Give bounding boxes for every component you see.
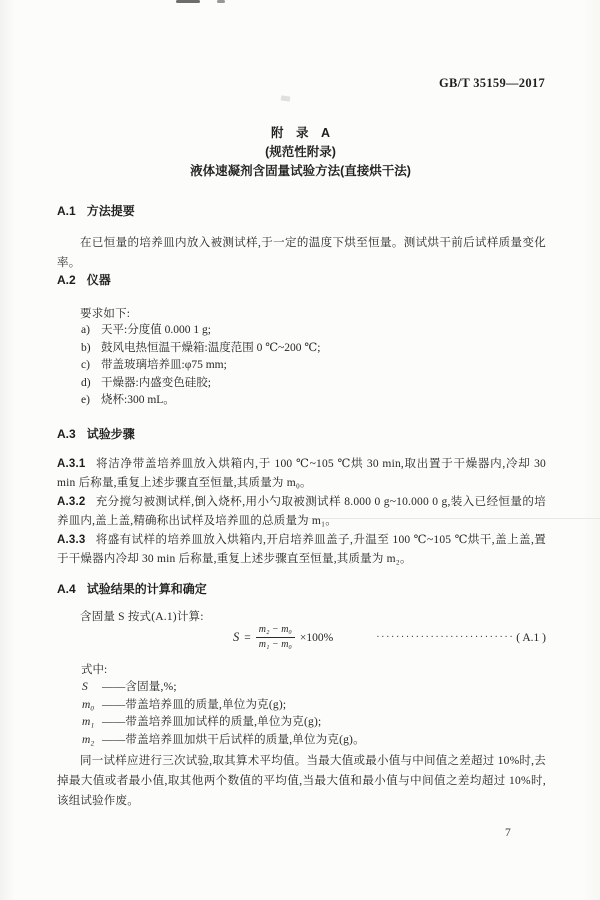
section-a3-number: A.3 (57, 427, 76, 441)
step-a3-1-text: 将洁净带盖培养皿放入烘箱内,于 100 ℃~105 ℃烘 30 min,取出置于干燥器内,冷却 30 min 后称量,重复上述步骤直至恒量,其质量为 m₀。 (57, 458, 546, 489)
section-a3-title: 试验步骤 (86, 427, 135, 441)
step-a3-2-text: 充分搅匀被测试样,倒入烧杯,用小勺取被测试样 8.000 0 g~10.000 0 g,装入已经恒量的培养皿内,盖上盖,精确称出试样及培养皿的总质量为 m₁。 (57, 496, 546, 527)
definition-term: m₀ (82, 698, 95, 711)
step-a3-2 (57, 493, 546, 531)
formula-a1 (57, 624, 546, 651)
section-a2-intro: 要求如下: (80, 308, 131, 320)
formula-intro: 含固量 S 按式(A.1)计算: (80, 611, 204, 623)
page-number: 7 (505, 827, 511, 839)
section-a4-heading (57, 580, 546, 597)
section-a1-title: 方法提要 (86, 204, 135, 218)
procedure-steps (57, 455, 546, 569)
apparatus-item (81, 357, 546, 375)
apparatus-item-label: a) (81, 324, 90, 336)
definition-desc: ——带盖培养皿加烘干后试样的质量,单位为克(g)。 (102, 733, 365, 746)
formula-multiplier: ×100% (299, 631, 334, 644)
step-a3-1 (57, 455, 546, 493)
scan-artifact-faint-mark (281, 95, 291, 101)
section-a1-number: A.1 (57, 204, 76, 218)
section-a2-number: A.2 (57, 273, 76, 287)
formula-expression (233, 624, 333, 651)
apparatus-item (81, 322, 546, 340)
definition-s (82, 679, 546, 697)
section-a2-heading (57, 271, 546, 288)
where-label: 式中: (81, 664, 108, 676)
definition-term: S (82, 681, 88, 693)
step-a3-1-number: A.3.1 (57, 458, 86, 470)
apparatus-item (81, 340, 546, 358)
result-determination-paragraph: 同一试样应进行三次试验,取其算术平均值。当最大值或最小值与中间值之差超过 10%时,去掉最大值或者最小值,取其他两个数值的平均值,当最大值和最小值与中间值之差均超过 10%时,该组试验作废。 (57, 755, 546, 807)
formula-equation-label: ( A.1 ) (516, 631, 546, 644)
apparatus-item (81, 392, 546, 410)
apparatus-item-text: 鼓风电热恒温干燥箱:温度范围 0 ℃~200 ℃; (101, 341, 321, 354)
apparatus-item-label: c) (81, 359, 90, 371)
standard-number-header: GB/T 35159—2017 (438, 76, 545, 90)
apparatus-item-label: e) (81, 394, 90, 406)
section-a3-heading (57, 425, 546, 442)
step-a3-3-number: A.3.3 (57, 534, 86, 546)
section-a4-number: A.4 (57, 582, 76, 596)
apparatus-item-label: b) (81, 341, 91, 354)
appendix-title: 附 录 A (270, 126, 331, 140)
formula-lhs: S (233, 630, 240, 644)
scan-artifact-top-smudge-small (217, 0, 225, 3)
symbol-definitions (82, 679, 546, 749)
definition-m0 (82, 697, 546, 715)
step-a3-3 (57, 531, 546, 569)
definition-term: m₂ (82, 733, 95, 746)
apparatus-item-label: d) (81, 376, 91, 389)
definition-m1 (82, 714, 546, 732)
apparatus-list (81, 322, 546, 410)
apparatus-item-text: 烧杯:300 mL。 (101, 394, 175, 406)
apparatus-item-text: 干燥器:内盛变色硅胶; (101, 376, 211, 389)
apparatus-item-text: 带盖玻璃培养皿:φ75 mm; (101, 359, 227, 371)
definition-desc: ——含固量,%; (102, 681, 177, 693)
section-a1-paragraph: 在已恒量的培养皿内放入被测试样,于一定的温度下烘至恒量。测试烘干前后试样质量变化率。 (57, 237, 546, 269)
section-a1-heading (57, 202, 546, 219)
formula-dotted-leader: ···························· (376, 632, 515, 643)
definition-desc: ——带盖培养皿加试样的质量,单位为克(g); (102, 716, 322, 728)
step-a3-3-text: 将盛有试样的培养皿放入烘箱内,开启培养皿盖子,升温至 100 ℃~105 ℃烘干,盖上盖,置于干燥器内冷却 30 min 后称量,重复上述步骤直至恒量,其质量为 m₂。 (57, 534, 546, 565)
appendix-subtitle-normative: (规范性附录) (265, 145, 336, 159)
appendix-title-block (56, 124, 545, 181)
section-a4-title: 试验结果的计算和确定 (86, 582, 207, 596)
section-a2-title: 仪器 (86, 273, 111, 287)
apparatus-item-text: 天平:分度值 0.000 1 g; (101, 324, 211, 336)
definition-desc: ——带盖培养皿的质量,单位为克(g); (102, 698, 287, 711)
formula-fraction (256, 624, 295, 651)
definition-m2 (82, 732, 546, 750)
definition-term: m₁ (82, 716, 95, 728)
formula-denominator: m₁ − m₀ (258, 639, 292, 650)
appendix-method-title: 液体速凝剂含固量试验方法(直接烘干法) (190, 164, 411, 178)
formula-equals-sign: = (244, 631, 251, 644)
formula-numerator: m₂ − m₀ (256, 624, 295, 638)
scan-artifact-top-smudge (176, 0, 200, 3)
apparatus-item (81, 375, 546, 393)
step-a3-2-number: A.3.2 (57, 496, 86, 508)
